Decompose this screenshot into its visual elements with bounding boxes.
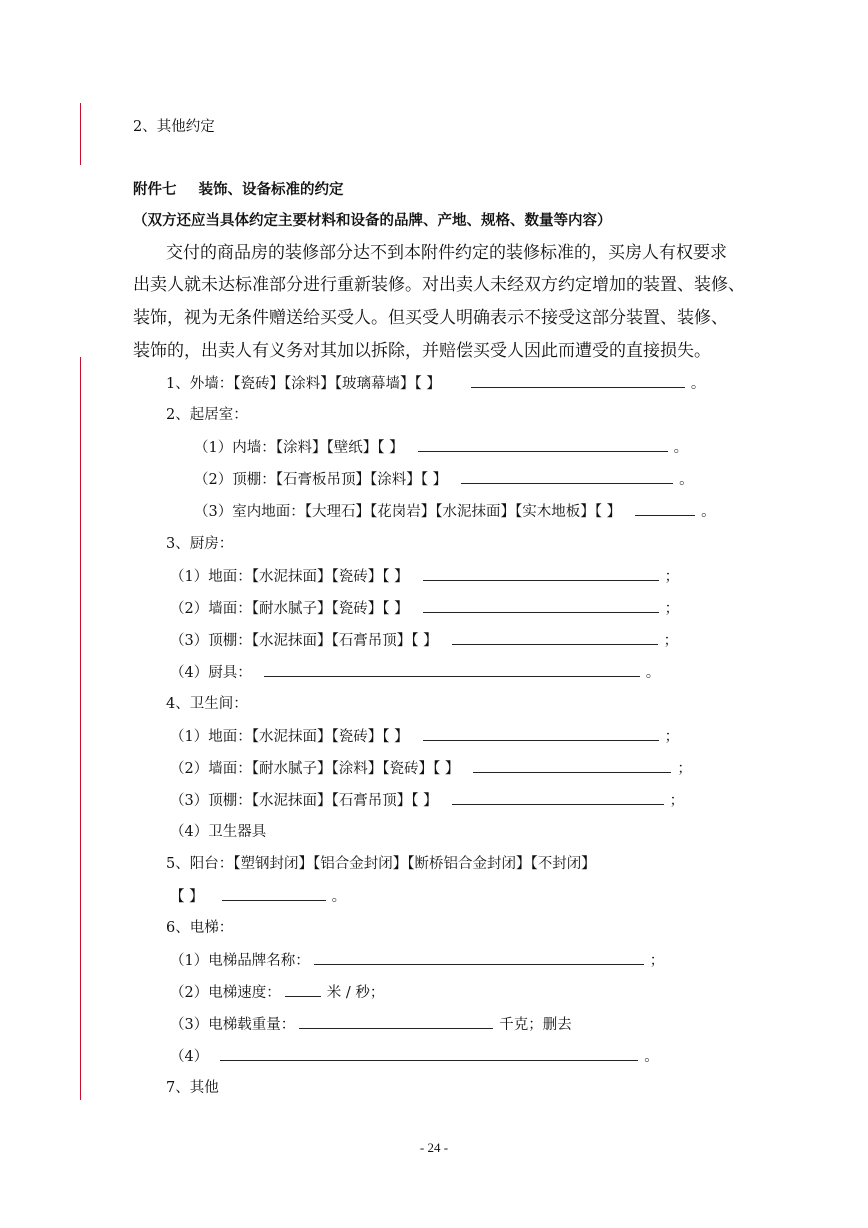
annex-title: 装饰、设备标准的约定 <box>198 182 344 198</box>
living-room-title: 2、起居室： <box>166 407 248 423</box>
elevator-load-row: （3）电梯载重量： 千克；删去 <box>170 1014 572 1035</box>
kitchen-wall-row: （2）墙面：【耐水腻子】【瓷砖】【 】 ； <box>170 598 679 619</box>
living-ceiling-blank[interactable] <box>461 469 673 484</box>
kitchen-title: 3、厨房： <box>166 536 234 552</box>
bathroom-wall-row: （2）墙面：【耐水腻子】【涂料】【瓷砖】【 】 ； <box>170 758 692 779</box>
elevator-speed-blank[interactable] <box>285 982 321 997</box>
bathroom-ceiling-blank[interactable] <box>452 790 664 805</box>
bathroom-title: 4、卫生间： <box>166 696 248 712</box>
balcony-row: 5、阳台：【塑钢封闭】【铝合金封闭】【断桥铝合金封闭】【不封闭】 <box>166 856 596 872</box>
paragraph-line-4: 装饰的，出卖人有义务对其加以拆除，并赔偿买受人因此而遭受的直接损失。 <box>133 341 711 361</box>
exterior-wall-blank[interactable] <box>471 373 685 388</box>
elevator-other-blank[interactable] <box>220 1046 638 1061</box>
bathroom-fixtures-row: （4）卫生器具 <box>170 824 267 840</box>
other-section-title: 7、其他 <box>166 1080 219 1096</box>
kitchen-ceiling-blank[interactable] <box>452 630 658 645</box>
kitchen-floor-row: （1）地面：【水泥抹面】【瓷砖】【 】 ； <box>170 566 679 587</box>
paragraph-line-1: 交付的商品房的装修部分达不到本附件约定的装修标准的，买房人有权要求 <box>166 243 727 263</box>
kitchen-floor-blank[interactable] <box>423 566 659 581</box>
elevator-load-blank[interactable] <box>299 1014 493 1029</box>
section-other-agreement: 2、其他约定 <box>133 119 215 135</box>
bathroom-floor-row: （1）地面：【水泥抹面】【瓷砖】【 】 ； <box>170 726 679 747</box>
exterior-wall-row: 1、外墙：【瓷砖】【涂料】【玻璃幕墙】【 】 。 <box>166 373 705 394</box>
balcony-other-blank[interactable] <box>222 886 326 901</box>
elevator-brand-row: （1）电梯品牌名称： ； <box>170 950 664 971</box>
margin-revision-line-bottom <box>80 357 81 1100</box>
bathroom-floor-blank[interactable] <box>423 726 659 741</box>
kitchen-ceiling-row: （3）顶棚：【水泥抹面】【石膏吊顶】【 】 ； <box>170 630 678 651</box>
living-floor-blank[interactable] <box>635 501 695 516</box>
bathroom-wall-blank[interactable] <box>473 758 671 773</box>
living-inner-wall-blank[interactable] <box>418 437 668 452</box>
page-number: - 24 - <box>419 1140 449 1155</box>
kitchen-appliances-blank[interactable] <box>264 662 640 677</box>
elevator-brand-blank[interactable] <box>314 950 644 965</box>
elevator-other-row: （4） 。 <box>170 1046 659 1067</box>
kitchen-wall-blank[interactable] <box>423 598 659 613</box>
annex-heading <box>133 180 344 200</box>
balcony-other-row: 【 】 。 <box>170 886 346 907</box>
annex-subtitle: （双方还应当具体约定主要材料和设备的品牌、产地、规格、数量等内容） <box>133 213 612 229</box>
bathroom-ceiling-row: （3）顶棚：【水泥抹面】【石膏吊顶】【 】 ； <box>170 790 684 811</box>
paragraph-line-2: 出卖人就未达标准部分进行重新装修。对出卖人未经双方约定增加的装置、装修、 <box>133 275 745 295</box>
living-ceiling-row: （2）顶棚：【石膏板吊顶】【涂料】【 】 。 <box>194 469 694 490</box>
margin-revision-line-top <box>80 103 81 165</box>
living-inner-wall-row: （1）内墙：【涂料】【壁纸】【 】 。 <box>194 437 688 458</box>
elevator-speed-row: （2）电梯速度： 米 / 秒； <box>170 982 384 1003</box>
paragraph-line-3: 装饰，视为无条件赠送给买受人。但买受人明确表示不接受这部分装置、装修、 <box>133 308 728 328</box>
annex-number: 附件七 <box>133 182 177 198</box>
living-floor-row: （3）室内地面：【大理石】【花岗岩】【水泥抹面】【实木地板】【 】 。 <box>194 501 716 522</box>
elevator-title: 6、电梯： <box>166 920 234 936</box>
kitchen-appliances-row: （4）厨具： 。 <box>170 662 660 683</box>
